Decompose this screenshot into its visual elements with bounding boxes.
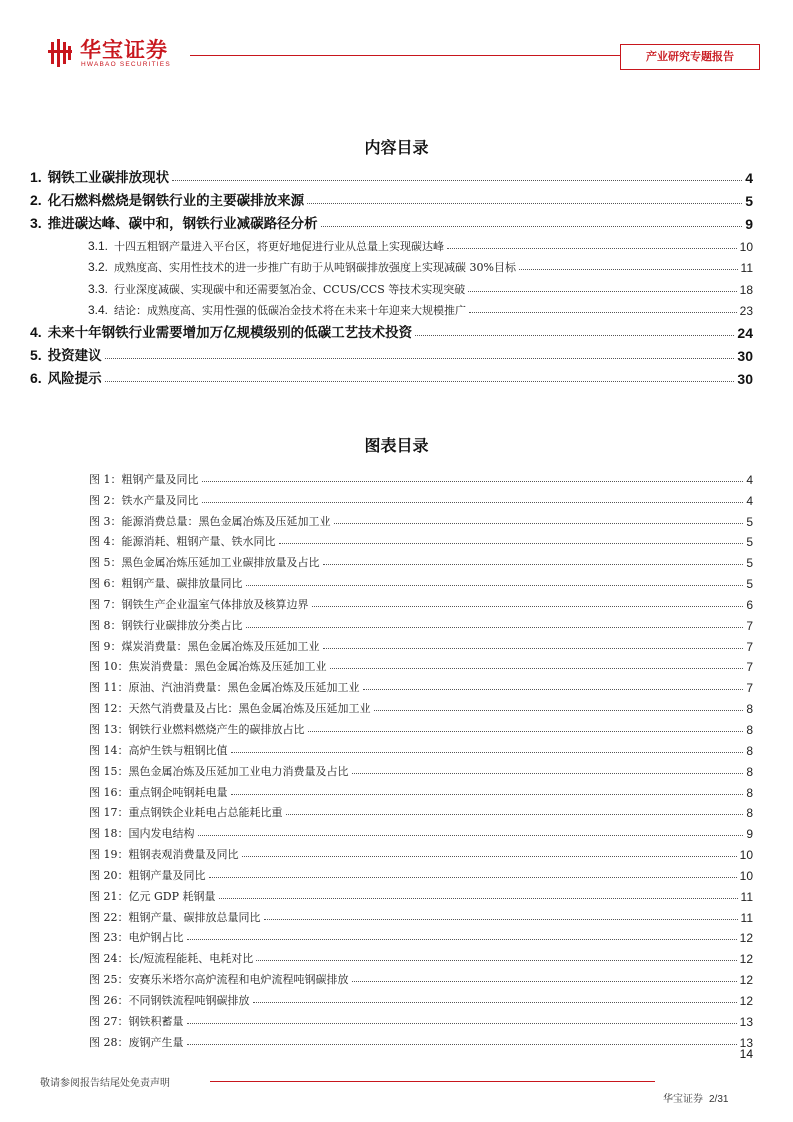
- figure-entry-page: 9: [746, 827, 753, 842]
- dot-leader: [105, 381, 735, 382]
- dot-leader: [187, 1044, 737, 1045]
- header-divider: [190, 55, 620, 56]
- figure-entry-title: 图 1：粗钢产量及同比: [89, 472, 199, 486]
- toc-entry-title: 化石燃料燃烧是钢铁行业的主要碳排放来源: [47, 193, 305, 209]
- toc-entry-page: 24: [737, 325, 753, 341]
- figure-entry[interactable]: [89, 508, 753, 529]
- toc-entry-label: [88, 281, 465, 297]
- dot-leader: [352, 773, 744, 774]
- toc-entry-title: 行业深度减碳、实现碳中和还需要氢冶金、CCUS/CCS 等技术实现突破: [114, 282, 466, 296]
- figure-entry[interactable]: [89, 487, 753, 508]
- figure-entry-title: 图 19：粗钢表观消费量及同比: [89, 848, 239, 862]
- dot-leader: [323, 564, 744, 565]
- toc-entry-page: 4: [745, 170, 753, 186]
- figure-entry-title: 图 14：高炉生铁与粗钢比值: [89, 743, 228, 757]
- figure-entry[interactable]: [89, 654, 753, 675]
- toc-entry-page: 30: [737, 348, 753, 364]
- footer-disclaimer: 敬请参阅报告结尾处免责声明: [40, 1078, 170, 1089]
- dot-leader: [256, 960, 736, 961]
- toc-entry-label: [30, 344, 102, 364]
- figure-entry-page: 5: [746, 556, 753, 571]
- toc-entry-label: [30, 212, 318, 232]
- figure-entry-page: 10: [739, 848, 753, 863]
- figure-entry[interactable]: [89, 466, 753, 487]
- toc-entry-label: [88, 259, 516, 275]
- dot-leader: [415, 335, 734, 336]
- toc-entry-title: 推进碳达峰、碳中和，钢铁行业减碳路径分析: [47, 216, 318, 232]
- dot-leader: [264, 919, 738, 920]
- dot-leader: [246, 627, 744, 628]
- figure-entry-title: 图 26：不同钢铁流程吨钢碳排放: [89, 993, 250, 1007]
- figure-entry-page: 7: [746, 681, 753, 696]
- dot-leader: [242, 856, 737, 857]
- toc-entry-page: 30: [737, 371, 753, 387]
- figure-entry-title: 图 21：亿元 GDP 耗钢量: [89, 889, 216, 903]
- figure-entry-title: 图 3：能源消费总量：黑色金属冶炼及压延加工业: [89, 514, 331, 528]
- figure-entry[interactable]: [89, 966, 753, 987]
- report-type-tag: 产业研究专题报告: [620, 44, 760, 70]
- toc-entry-page: 9: [745, 216, 753, 232]
- figure-entry-page: 8: [746, 743, 753, 758]
- footer-page-info: [663, 1090, 728, 1105]
- dot-leader: [198, 835, 744, 836]
- toc-entry-label: [88, 302, 466, 318]
- figure-entry-title: 图 18：国内发电结构: [89, 827, 195, 841]
- toc-entry-number: 5.: [30, 347, 42, 363]
- figure-entry-title: 图 24：长/短流程能耗、电耗对比: [89, 952, 254, 966]
- dot-leader: [363, 689, 744, 690]
- dot-leader: [334, 523, 744, 524]
- dot-leader: [231, 794, 744, 795]
- figure-entry[interactable]: [89, 1008, 753, 1029]
- figure-entry-page: 6: [746, 597, 753, 612]
- figure-entry-title: 图 23：电炉钢占比: [89, 931, 184, 945]
- figure-entry-page: 8: [746, 785, 753, 800]
- figure-entry[interactable]: [89, 758, 753, 779]
- trailing-page-number: 14: [739, 1047, 753, 1061]
- figure-entry-title: 图 13：钢铁行业燃料燃烧产生的碳排放占比: [89, 722, 305, 736]
- figure-entry-title: 图 20：粗钢产量及同比: [89, 868, 206, 882]
- figure-entry-title: 图 4：能源消耗、粗钢产量、铁水同比: [89, 535, 276, 549]
- figure-entry-page: 5: [746, 535, 753, 550]
- toc-entry-label: [30, 367, 102, 387]
- toc-entry-number: 4.: [30, 324, 42, 340]
- dot-leader: [202, 481, 744, 482]
- dot-leader: [105, 358, 735, 359]
- toc-entry[interactable]: [30, 341, 753, 364]
- toc-entry-title: 风险提示: [47, 371, 102, 387]
- dot-leader: [307, 203, 742, 204]
- toc-entry-page: 5: [745, 193, 753, 209]
- figure-entry-page: 12: [739, 993, 753, 1008]
- dot-leader: [187, 939, 737, 940]
- table-of-contents: [30, 163, 753, 387]
- dot-leader: [374, 710, 744, 711]
- figure-entry-page: 8: [746, 702, 753, 717]
- dot-leader: [286, 814, 744, 815]
- toc-entry-page: 10: [739, 239, 753, 254]
- figure-entry-page: 7: [746, 639, 753, 654]
- figure-entry[interactable]: [89, 820, 753, 841]
- dot-leader: [187, 1023, 737, 1024]
- toc-entry-number: 3.: [30, 215, 42, 231]
- toc-entry-label: [30, 166, 169, 186]
- figure-entry[interactable]: [89, 674, 753, 695]
- dot-leader: [352, 981, 737, 982]
- logo-chinese-name: 华宝证券: [80, 38, 168, 62]
- footer-divider: [210, 1081, 655, 1082]
- figure-entry-page: 4: [746, 493, 753, 508]
- figure-entry-page: 12: [739, 952, 753, 967]
- figure-entry[interactable]: [89, 612, 753, 633]
- dot-leader: [253, 1002, 737, 1003]
- page-header: [0, 0, 793, 80]
- figure-entry[interactable]: [89, 883, 753, 904]
- figure-entry-page: 5: [746, 577, 753, 592]
- figure-entry[interactable]: [89, 841, 753, 862]
- figure-entry-title: 图 17：重点钢铁企业耗电占总能耗比重: [89, 806, 283, 820]
- figure-entry[interactable]: [89, 904, 753, 925]
- dot-leader: [519, 269, 738, 270]
- figure-entry-page: 11: [740, 889, 753, 904]
- toc-entry-number: 2.: [30, 192, 42, 208]
- toc-entry-number: 3.4.: [88, 303, 109, 317]
- toc-entry[interactable]: [30, 275, 753, 297]
- figure-entry-title: 图 6：粗钢产量、碳排放量同比: [89, 577, 243, 591]
- figure-entry-page: 8: [746, 722, 753, 737]
- figure-entry-page: 11: [740, 910, 753, 925]
- figures-title: 图表目录: [364, 436, 429, 455]
- figure-entry-title: 图 16：重点钢企吨钢耗电量: [89, 785, 228, 799]
- figure-entry-title: 图 27：钢铁积蓄量: [89, 1014, 184, 1028]
- figure-entry-page: 10: [739, 868, 753, 883]
- toc-entry-number: 6.: [30, 370, 42, 386]
- toc-entry-label: [30, 189, 304, 209]
- footer-page-number: 2/31: [709, 1094, 729, 1105]
- figure-entry-page: 7: [746, 618, 753, 633]
- figure-entry-title: 图 9：煤炭消费量：黑色金属冶炼及压延加工业: [89, 639, 320, 653]
- hwabao-logo-icon: [48, 38, 76, 68]
- toc-entry-title: 十四五粗钢产量进入平台区，将更好地促进行业从总量上实现碳达峰: [114, 239, 445, 253]
- figure-entry[interactable]: [89, 570, 753, 591]
- toc-entry-number: 3.1.: [88, 238, 109, 253]
- logo-english-name: HWABAO SECURITIES: [81, 61, 171, 68]
- dot-leader: [202, 502, 744, 503]
- figure-entry-title: 图 25：安赛乐米塔尔高炉流程和电炉流程吨钢碳排放: [89, 973, 349, 987]
- toc-entry[interactable]: [30, 364, 753, 387]
- toc-entry-number: 3.3.: [88, 281, 109, 296]
- toc-entry-title: 钢铁工业碳排放现状: [47, 170, 170, 186]
- toc-entry[interactable]: [30, 232, 753, 254]
- figure-entry[interactable]: [89, 800, 753, 821]
- figure-entry[interactable]: [89, 779, 753, 800]
- list-of-figures: [89, 466, 753, 1050]
- dot-leader: [321, 226, 743, 227]
- footer-company: 华宝证券: [663, 1094, 703, 1105]
- figure-entry-page: 8: [746, 764, 753, 779]
- toc-entry-title: 成熟度高、实用性技术的进一步推广有助于从吨钢碳排放强度上实现减碳 30%目标: [114, 261, 516, 274]
- dot-leader: [209, 877, 737, 878]
- dot-leader: [323, 648, 744, 649]
- figure-entry[interactable]: [89, 529, 753, 550]
- toc-entry-number: 1.: [30, 169, 42, 185]
- figure-entry[interactable]: [89, 987, 753, 1008]
- figure-entry[interactable]: [89, 925, 753, 946]
- figure-entry[interactable]: [89, 591, 753, 612]
- figure-entry-title: 图 5：黑色金属冶炼压延加工业碳排放量及占比: [89, 556, 320, 570]
- toc-entry-page: 11: [740, 261, 753, 275]
- figure-entry-page: 8: [746, 806, 753, 821]
- toc-entry[interactable]: [30, 297, 753, 319]
- toc-entry-title: 投资建议: [47, 348, 102, 364]
- dot-leader: [246, 585, 744, 586]
- figure-entry-page: 5: [746, 514, 753, 529]
- figure-entry[interactable]: [89, 716, 753, 737]
- toc-entry-page: 18: [739, 282, 753, 297]
- figure-entry[interactable]: [89, 549, 753, 570]
- figure-entry-title: 图 28：废钢产生量: [89, 1035, 184, 1049]
- dot-leader: [447, 248, 737, 249]
- figure-entry[interactable]: [89, 945, 753, 966]
- figure-entry-page: 12: [739, 931, 753, 946]
- toc-entry-label: [88, 238, 444, 254]
- figure-entry-title: 图 15：黑色金属冶炼及压延加工业电力消费量及占比: [89, 764, 349, 778]
- toc-entry[interactable]: [30, 163, 753, 186]
- toc-entry[interactable]: [30, 186, 753, 209]
- figure-entry-page: 12: [739, 973, 753, 988]
- toc-entry[interactable]: [30, 209, 753, 232]
- toc-entry-label: [30, 321, 412, 341]
- toc-entry-title: 结论：成熟度高、实用性强的低碳冶金技术将在未来十年迎来大规模推广: [114, 304, 467, 317]
- dot-leader: [468, 291, 736, 292]
- dot-leader: [172, 180, 742, 181]
- dot-leader: [219, 898, 738, 899]
- dot-leader: [330, 668, 744, 669]
- figure-entry-page: 7: [746, 660, 753, 675]
- figure-entry[interactable]: [89, 633, 753, 654]
- company-logo: [48, 38, 198, 70]
- dot-leader: [469, 312, 737, 313]
- toc-entry-title: 未来十年钢铁行业需要增加万亿规模级别的低碳工艺技术投资: [47, 325, 413, 341]
- figure-entry[interactable]: [89, 862, 753, 883]
- figure-entry[interactable]: [89, 737, 753, 758]
- figure-entry-page: 4: [746, 472, 753, 487]
- dot-leader: [312, 606, 744, 607]
- toc-entry[interactable]: [30, 254, 753, 276]
- figure-entry-title: 图 10：焦炭消费量：黑色金属冶炼及压延加工业: [89, 660, 327, 674]
- dot-leader: [231, 752, 744, 753]
- figure-entry-page: 13: [739, 1035, 753, 1050]
- figure-entry-title: 图 22：粗钢产量、碳排放总量同比: [89, 910, 261, 924]
- dot-leader: [279, 543, 744, 544]
- dot-leader: [308, 731, 744, 732]
- figure-entry[interactable]: [89, 1029, 753, 1050]
- toc-entry-number: 3.2.: [88, 260, 109, 274]
- contents-title: 内容目录: [364, 138, 429, 157]
- figure-entry[interactable]: [89, 695, 753, 716]
- figure-entry-title: 图 11：原油、汽油消费量：黑色金属冶炼及压延加工业: [89, 681, 360, 695]
- toc-entry[interactable]: [30, 318, 753, 341]
- figure-entry-title: 图 8：钢铁行业碳排放分类占比: [89, 618, 243, 632]
- toc-entry-page: 23: [739, 304, 753, 318]
- figure-entry-page: 13: [739, 1014, 753, 1029]
- figure-entry-title: 图 2：铁水产量及同比: [89, 493, 199, 507]
- figure-entry-title: 图 7：钢铁生产企业温室气体排放及核算边界: [89, 597, 309, 611]
- figure-entry-title: 图 12：天然气消费量及占比：黑色金属冶炼及压延加工业: [89, 702, 371, 716]
